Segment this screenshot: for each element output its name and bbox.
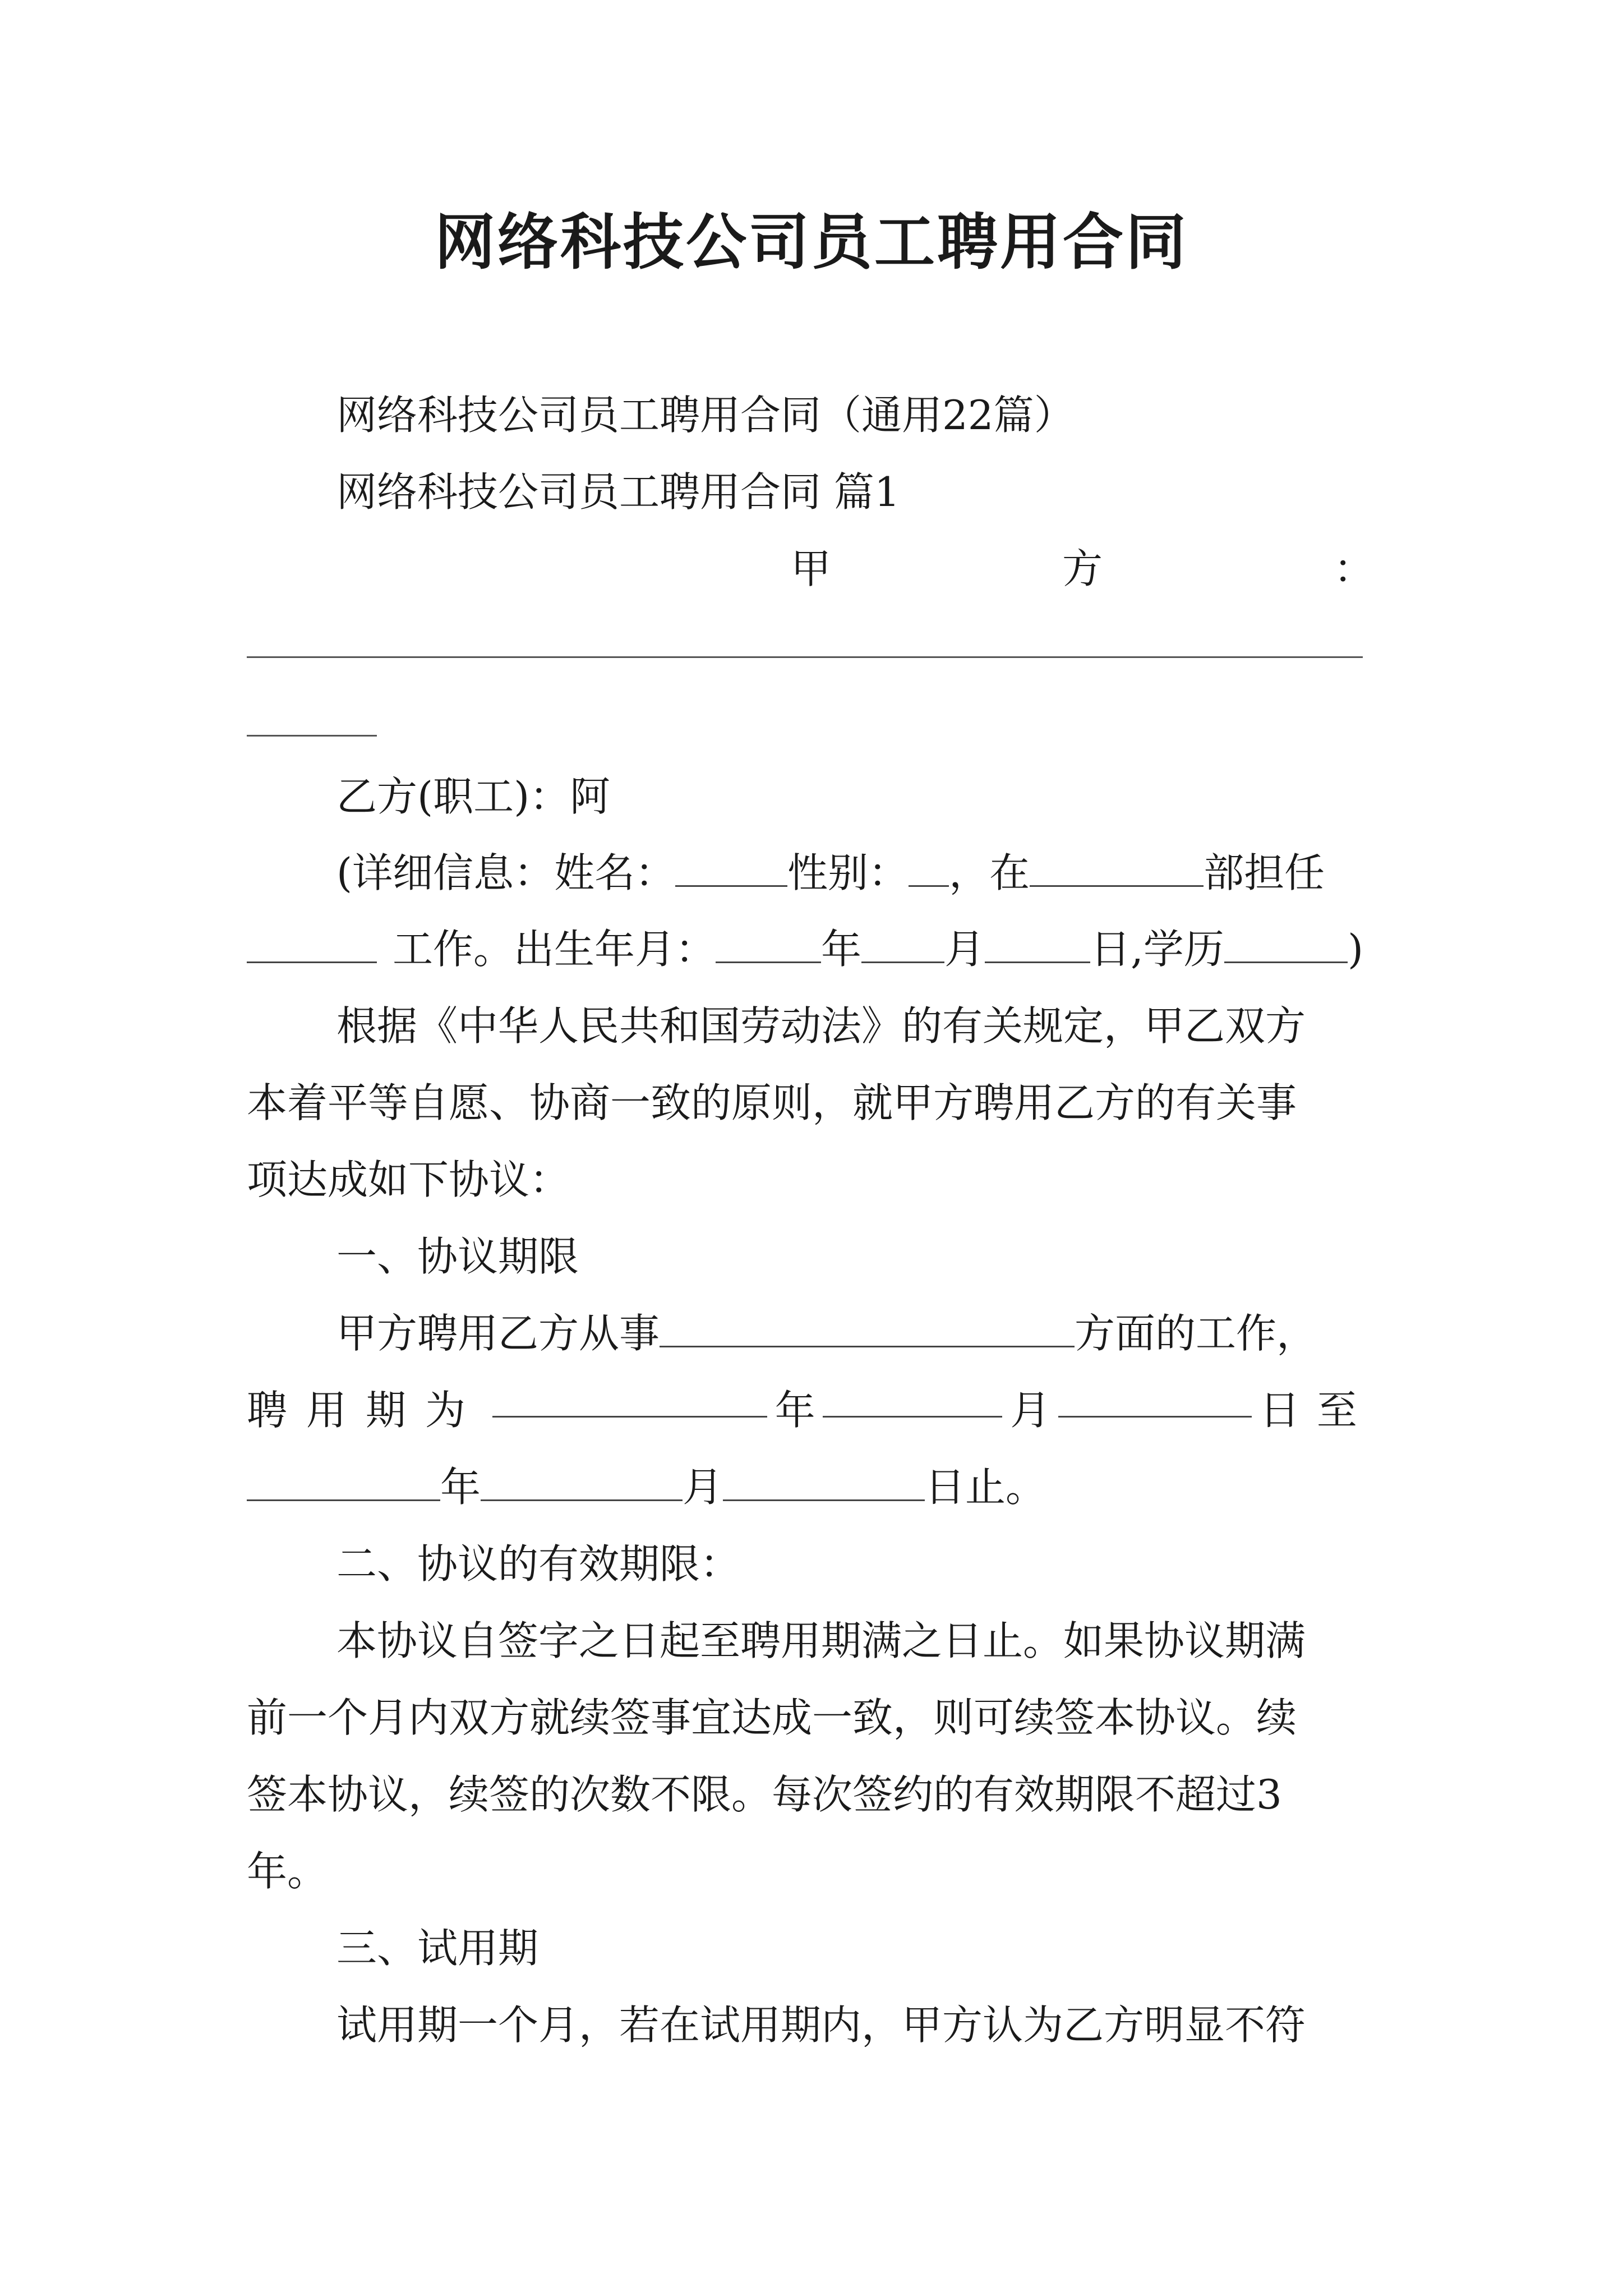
work-field-blank[interactable] <box>660 1312 1075 1347</box>
end-day-label: 日止。 <box>925 1464 1046 1511</box>
intro-line-2: 本着平等自愿、协商一致的原则，就甲方聘用乙方的有关事 <box>247 1079 1297 1126</box>
birth-year-label: 年 <box>821 926 862 973</box>
party-a-blank-line-short <box>247 735 377 737</box>
sec1-line-2 <box>247 1382 1374 1438</box>
start-day-blank[interactable] <box>1058 1382 1252 1418</box>
start-month-blank[interactable] <box>823 1382 1002 1418</box>
start-month-label: 月 <box>1010 1387 1051 1434</box>
sec2-line-3: 签本协议，续签的次数不限。每次签约的有效期限不超过3 <box>247 1771 1282 1818</box>
birth-month-label: 月 <box>944 926 985 973</box>
party-a-line <box>791 541 1374 597</box>
gender-blank[interactable] <box>909 852 949 887</box>
start-day-label: 日至 <box>1259 1387 1374 1434</box>
party-a-blank-line <box>247 656 1363 658</box>
party-b-line: 乙方(职工)：阿 <box>336 773 611 820</box>
work-birth-label: 工作。出生年月： <box>393 926 716 973</box>
sec2-line-4: 年。 <box>247 1848 328 1895</box>
sec3-heading: 三、试用期 <box>336 1925 539 1972</box>
sec1-line-1 <box>247 1305 1464 1361</box>
intro-line-3: 项达成如下协议： <box>247 1156 570 1203</box>
document-title: 网络科技公司员工聘用合同 <box>434 207 1188 278</box>
name-blank[interactable] <box>675 852 787 887</box>
start-year-blank[interactable] <box>492 1382 767 1418</box>
sec1-line-3 <box>247 1459 1374 1515</box>
end-year-label: 年 <box>440 1464 481 1511</box>
role-blank[interactable] <box>247 928 377 963</box>
term-label: 聘用期为 <box>247 1387 485 1434</box>
gender-label: 性别： <box>787 849 909 896</box>
birth-year-blank[interactable] <box>716 928 821 963</box>
section-heading: 网络科技公司员工聘用合同 篇1 <box>336 468 900 516</box>
party-a-char1: 甲 <box>791 545 832 592</box>
party-a-colon: ： <box>1333 545 1374 592</box>
dept-role-label: 部担任 <box>1204 849 1325 896</box>
sec1-heading: 一、协议期限 <box>336 1233 579 1280</box>
education-blank[interactable] <box>1224 928 1348 963</box>
end-day-blank[interactable] <box>723 1466 925 1501</box>
party-a-char2: 方 <box>1062 545 1103 592</box>
intro-line-1: 根据《中华人民共和国劳动法》的有关规定，甲乙双方 <box>336 1002 1306 1050</box>
subtitle: 网络科技公司员工聘用合同（通用22篇） <box>336 392 1075 439</box>
end-month-blank[interactable] <box>481 1466 683 1501</box>
sec2-line-2: 前一个月内双方就续签事宜达成一致，则可续签本协议。续 <box>247 1694 1297 1741</box>
sec3-line-1: 试用期一个月，若在试用期内，甲方认为乙方明显不符 <box>336 2001 1306 2049</box>
birth-month-blank[interactable] <box>861 928 944 963</box>
details-line-2 <box>247 921 1374 977</box>
details-close: ) <box>1347 926 1364 973</box>
day-edu-label: 日,学历 <box>1090 926 1224 973</box>
birth-day-blank[interactable] <box>985 928 1090 963</box>
details-open: (详细信息：姓名： <box>336 849 676 896</box>
dept-blank[interactable] <box>1030 852 1204 887</box>
sec2-heading: 二、协议的有效期限： <box>336 1540 741 1588</box>
start-year-label: 年 <box>774 1387 815 1434</box>
sec1-work-suffix: 方面的工作， <box>1075 1310 1317 1357</box>
end-year-blank[interactable] <box>247 1466 440 1501</box>
sec2-line-1: 本协议自签字之日起至聘用期满之日止。如果协议期满 <box>336 1617 1306 1664</box>
details-line-1 <box>247 845 1464 901</box>
sec1-work-label: 甲方聘用乙方从事 <box>336 1310 660 1357</box>
at-label: ，在 <box>949 849 1030 896</box>
end-month-label: 月 <box>683 1464 723 1511</box>
